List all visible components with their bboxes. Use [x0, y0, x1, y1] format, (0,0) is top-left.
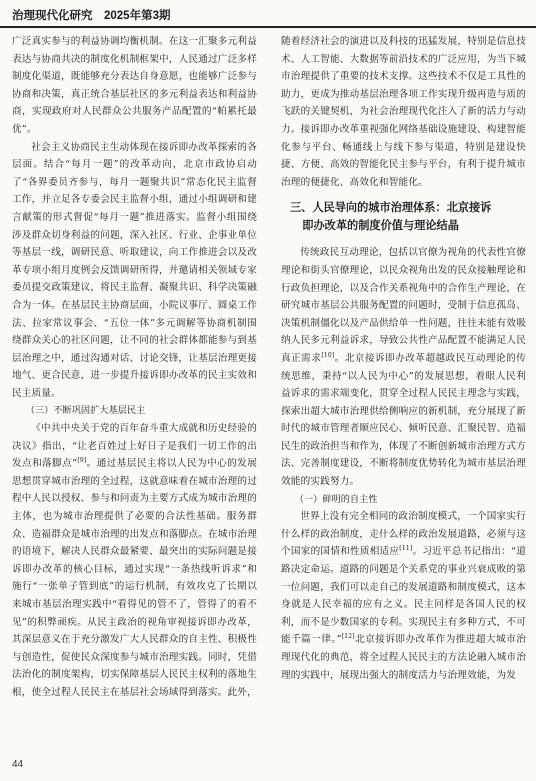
left-paragraph-3 [12, 420, 257, 702]
right-paragraph-3 [281, 508, 526, 684]
right-paragraph-2a: 传统政民互动理论，包括以官僚为视角的代表性官僚理论和街头官僚理论，以民众视角出发的民众接触理论和行政负担理论，以及合作关系视角中的合作生产理论，在研究城市基层公共服务配置的问题时，受制于信息孤岛、决策机制僵化以及产品供给单一性问题，往往未能有效吸纳人民多元利益诉求，导致公共性产品配置不能满足人民真正需求 [281, 247, 526, 364]
right-paragraph-2 [281, 244, 526, 490]
left-paragraph-3a: 《中共中央关于党的百年奋斗重大成就和历史经验的决议》指出，“让老百姓过上好日子是我们一切工作的出发点和落脚点” [12, 423, 257, 470]
section-heading-line-1: 三、人民导向的城市治理体系：北京接诉 [289, 201, 492, 215]
section-heading-line-2: 即办改革的制度价值与理论结晶 [302, 219, 459, 233]
running-header [0, 0, 536, 27]
left-paragraph-3b: 。通过基层民主将以人民为中心的发展思想贯穿城市治理的全过程，这就意味着在城市治理的过程中人民以授权、参与和问责为主要方式成为城市治理的主体，也为城市治理提供了必要的合法性基础。服务群众、造福群众是城市治理的出发点和落脚点。在城市治理的语境下，解决人民群众最紧要、最突出的实际问题是接诉即办改革的核心目标，通过实现“一条热线听诉求”和施行“一张单子管到底”的运行机制，有效攻克了长期以来城市基层治理实践中“看得见的管不了，管得了的看不见”的积弊顽疾。从民主政治的视角审视接诉即办改革，其深层意义在于充分激发广大人民群众的自主性、积极性与创造性，促使民众深度参与城市治理实践。同时，凭借法治化的制度架构，切实保障基层人民民主权利的落地生根，使全过程人民民主在基层社会场域得到落实。此外， [12, 458, 257, 698]
citation-10: [10] [321, 351, 335, 359]
issue-label: 2025年第3期 [104, 10, 171, 22]
right-paragraph-3a: 世界上没有完全相同的政治制度模式，一个国家实行什么样的政治制度，走什么样的政治发展道路，必须与这个国家的国情和性质相适应 [281, 511, 526, 558]
right-paragraph-3b: 。习近平总书记指出：“道路决定命运。道路的问题是个关系党的事业兴衰成败的第一位问题，我们可以走自己的发展道路和制度模式，这本身就是人民幸福的应有之义。民主同样是各国人民的权利，而不是少数国家的专利。实现民主有多种方式，不可能千篇一律。” [281, 546, 526, 646]
right-paragraph-2b: 。北京接诉即办改革超越政民互动理论的传统思维，秉持“以人民为中心”的发展思想，着眼人民利益诉求的需求端变化，贯穿全过程人民民主理念与实践，探索出超大城市治理供给侧响应的新机制，充分展现了新时代的城市管理者顺应民心、倾听民意、汇聚民智、造福民生的政治担当和作为，体现了不断创新城市治理方式方法、完善制度建设，不断将制度优势转化为城市基层治理效能的实践努力。 [281, 352, 526, 488]
right-paragraph-1: 随着经济社会的演进以及科技的迅猛发展，特别是信息技术、人工智能、大数据等前沿技术的广泛应用，为当下城市治理提供了重要的技术支撑。这些技术不仅是工具性的助力，更成为推动基层治理各项工作实现升级再造与质的飞跃的关键契机，为社会治理现代化注入了新的活力与动力。接诉即办改革重视强化网络基础设施建设、构建智能化参与平台、畅通线上与线下参与渠道，特别是建设快捷、方便、高效的智能化民主参与平台，有利于提升城市治理的便捷化、高效化和智能化。 [281, 36, 526, 188]
header-rule [0, 26, 536, 28]
citation-9: [9] [77, 457, 87, 465]
right-column [281, 33, 526, 684]
left-column [12, 33, 257, 702]
left-paragraph-1: 广泛真实参与的利益协调均衡机制。在这一汇聚多元利益表达与协商共决的制度化机制框架中，人民通过广泛多样制度化渠道，既能够充分表达自身意愿，也能够广泛参与协商和决策，真正统合基层社区的多元利益表达和利益协商，实现政府对人民群众公共服务产品配置的“帕累托最优”。 [12, 36, 257, 135]
left-paragraph-2: 社会主义协商民主生动体现在接诉即办改革探索的各层面。结合“每月一题”的改革动向，北京市政协启动了“各界委员齐参与，每月一题聚共识”常态化民主监督工作，并立足各专委会民主监督小组，通过小组调研和建言献策的形式督促“每月一题”推进落实。监督小组围绕涉及群众切身利益的问题，深入社区、行业、企事业单位等基层一线，调研民意、听取建议，向工作推进会以及改革专项小组月度例会反馈调研所得，并邀请相关领域专家委员提交政策建议，将民主监督、凝聚共识、科学决策融合为一体。在基层民主协商层面，小院议事厅、圆桌工作法、拉家常议事会、“五位一体”多元调解等协商机制围绕群众关心的社区问题，让不同的社会群体都能参与到基层治理之中，通过沟通对话、讨论交锋，让基层治理更接地气、更合民意，进一步提升接诉即办改革的民主实效和民主质量。 [12, 141, 257, 399]
citation-12: [12] [341, 633, 355, 641]
page-number: 44 [12, 759, 24, 770]
subsection-heading-3: （三）不断巩固扩大基层民主 [25, 405, 146, 417]
citation-11: [11] [399, 545, 413, 553]
right-paragraph-3c: 北京接诉即办改革作为推进超大城市治理现代化的典范，将全过程人民民主的方法论融入城市治理的实践中，展现出强大的制度活力与治理效能，为发 [281, 634, 526, 681]
journal-title: 治理现代化研究 [12, 10, 93, 22]
subsection-heading-1: （一）鲜明的自主性 [294, 493, 378, 505]
section-heading [281, 199, 526, 235]
